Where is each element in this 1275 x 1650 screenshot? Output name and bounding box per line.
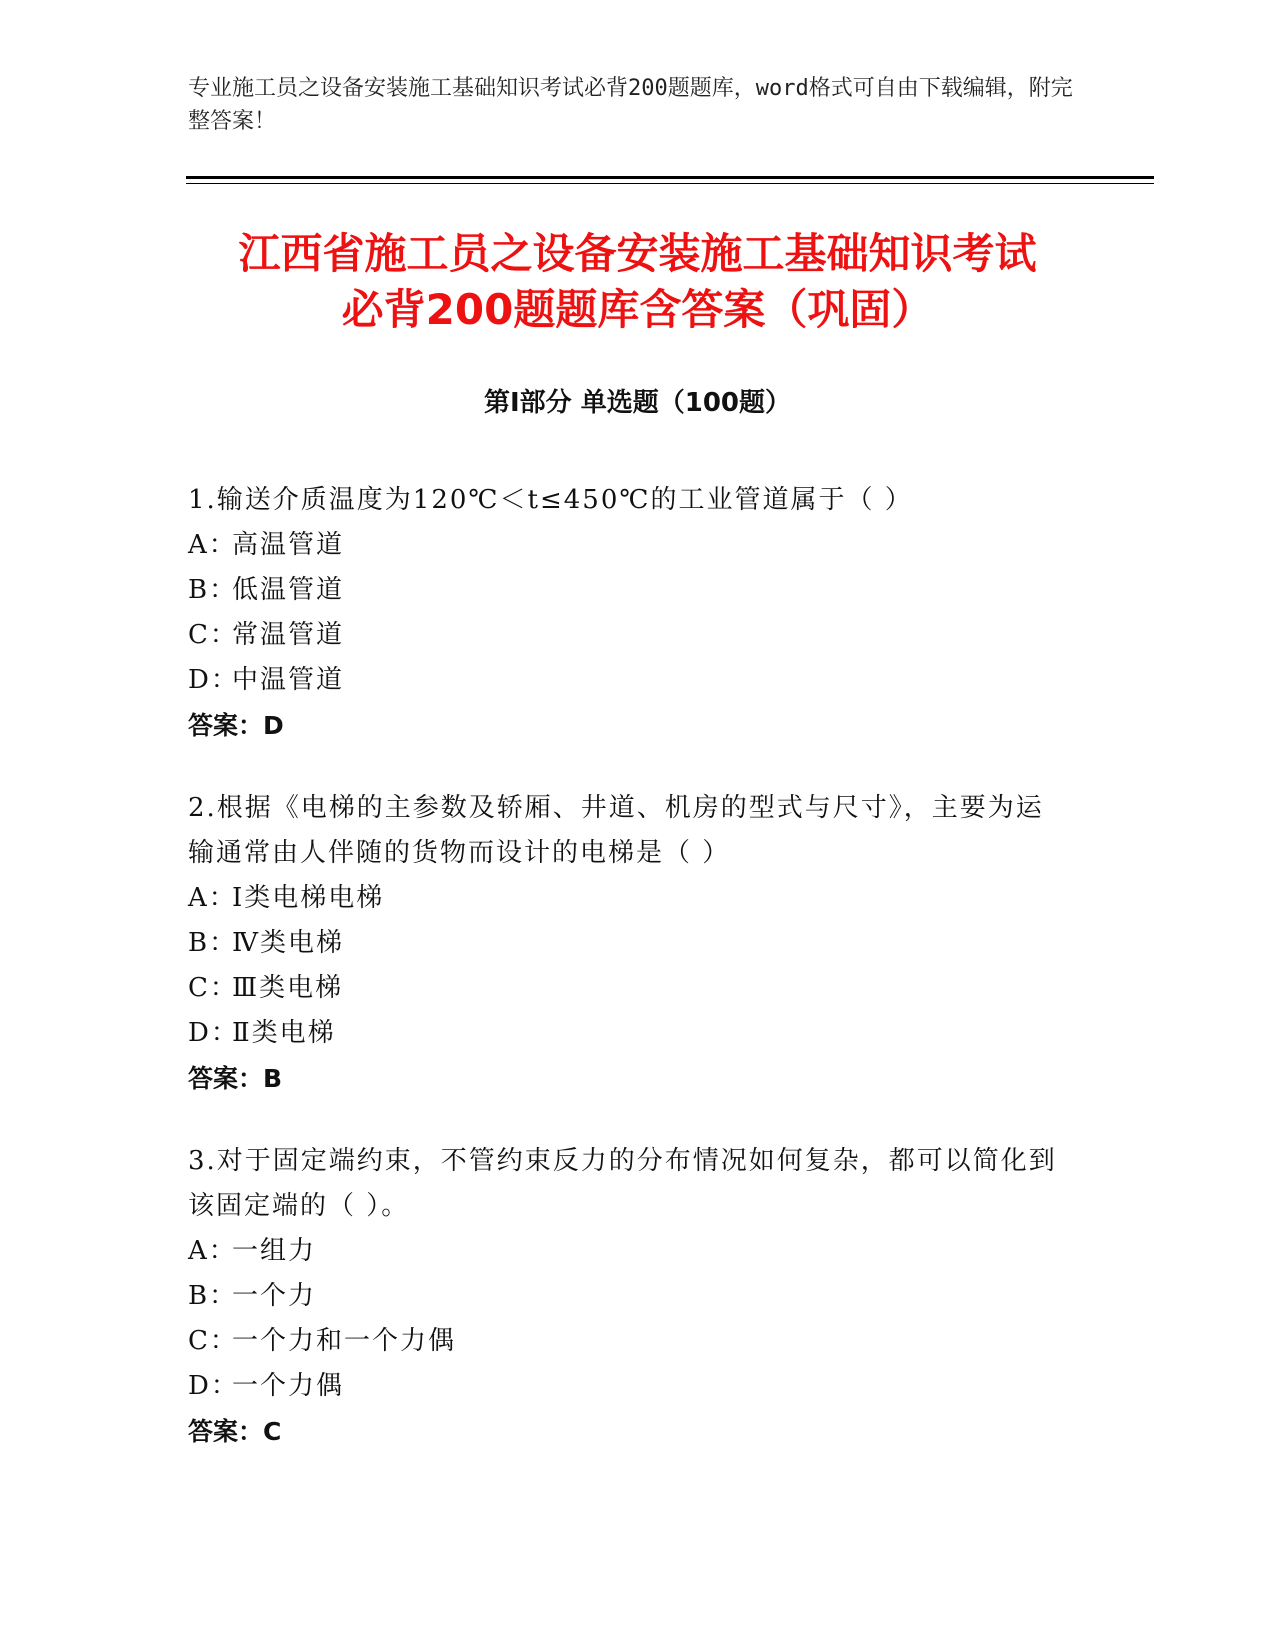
option-d (188, 1011, 1068, 1056)
question-3 (188, 1139, 1068, 1454)
option-text: 一组力 (232, 1236, 317, 1266)
option-key: B： (188, 575, 238, 605)
option-text: 一个力 (232, 1281, 317, 1311)
option-text: Ⅲ类电梯 (232, 973, 344, 1003)
option-key: D： (188, 1371, 239, 1401)
question-stem: 2.根据《电梯的主参数及轿厢、井道、机房的型式与尺寸》，主要为运输通常由人伴随的货物而设计的电梯是（ ） (188, 793, 1044, 868)
option-key: A： (188, 1236, 237, 1266)
header-note: 专业施工员之设备安装施工基础知识考试必背200题题库，word格式可自由下载编辑，附完整答案！ (188, 76, 1073, 134)
option-text: Ⅳ类电梯 (232, 928, 344, 958)
option-key: B： (188, 1281, 238, 1311)
answer-value: D (263, 711, 284, 740)
title-line-1: 江西省施工员之设备安装施工基础知识考试 (238, 229, 1037, 278)
option-a (188, 876, 1068, 921)
option-d (188, 1364, 1068, 1409)
option-text: 一个力和一个力偶 (232, 1326, 457, 1356)
header-rule-thin (186, 183, 1154, 184)
option-key: B： (188, 928, 238, 958)
option-text: 常温管道 (232, 620, 345, 650)
answer-value: C (263, 1417, 282, 1446)
answer-line (188, 703, 1068, 748)
answer-prefix: 答案： (188, 711, 264, 740)
header-rule-thick (186, 176, 1154, 179)
option-text: 低温管道 (232, 575, 345, 605)
question-stem: 3.对于固定端约束，不管约束反力的分布情况如何复杂，都可以简化到该固定端的（ ）。 (188, 1146, 1057, 1221)
option-d (188, 658, 1068, 703)
option-a (188, 523, 1068, 568)
option-text: 一个力偶 (232, 1371, 345, 1401)
option-key: A： (188, 530, 237, 560)
option-c (188, 966, 1068, 1011)
option-text: Ⅱ类电梯 (232, 1018, 336, 1048)
option-c (188, 613, 1068, 658)
document-title (150, 226, 1125, 338)
answer-line (188, 1409, 1068, 1454)
section-title: 第Ⅰ部分 单选题（100题） (484, 388, 791, 418)
question-1 (188, 478, 1068, 748)
option-text: 中温管道 (232, 665, 345, 695)
option-c (188, 1319, 1068, 1364)
answer-prefix: 答案： (188, 1417, 264, 1446)
answer-line (188, 1056, 1068, 1101)
option-a (188, 1229, 1068, 1274)
answer-prefix: 答案： (188, 1064, 264, 1093)
option-key: D： (188, 665, 239, 695)
title-line-2: 必背200题题库含答案（巩固） (341, 285, 934, 334)
option-text: Ⅰ类电梯电梯 (232, 883, 385, 913)
option-key: C： (188, 1326, 238, 1356)
option-key: D： (188, 1018, 239, 1048)
option-text: 高温管道 (232, 530, 345, 560)
question-list (188, 478, 1068, 1492)
option-key: A： (188, 883, 237, 913)
option-key: C： (188, 973, 238, 1003)
option-key: C： (188, 620, 238, 650)
option-b (188, 568, 1068, 613)
answer-value: B (263, 1064, 283, 1093)
option-b (188, 1274, 1068, 1319)
option-b (188, 921, 1068, 966)
question-stem: 1.输送介质温度为120℃＜t≤450℃的工业管道属于（ ） (188, 485, 913, 515)
question-2 (188, 786, 1068, 1101)
